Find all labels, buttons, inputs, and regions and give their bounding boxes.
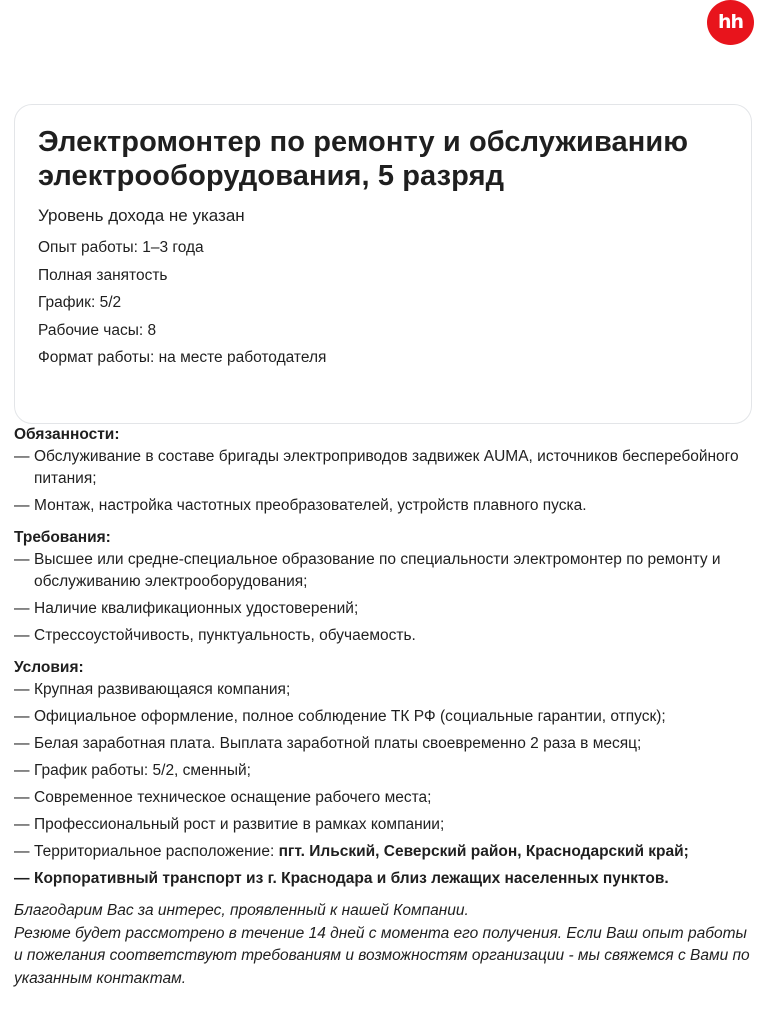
vacancy-title: Электромонтер по ремонту и обслуживанию электрооборудования, 5 разряд [38, 126, 689, 192]
experience: Опыт работы: 1–3 года [38, 239, 204, 256]
list-item: — Обслуживание в составе бригады электроприводов задвижек AUMA, источников бесперебойного питания; [14, 446, 756, 490]
location-value: пгт. Ильский, Северский район, Краснодарский край; [278, 843, 689, 860]
duties-list [14, 446, 756, 517]
vacancy-header-card [14, 104, 752, 424]
list-item-transport: — Корпоративный транспорт из г. Краснодара и близ лежащих населенных пунктов. [14, 868, 756, 890]
duties-section [14, 424, 756, 517]
closing-thanks: Благодарим Вас за интерес, проявленный к нашей Компании. [14, 902, 469, 919]
list-item: — Современное техническое оснащение рабочего места; [14, 787, 756, 809]
list-item: — Официальное оформление, полное соблюдение ТК РФ (социальные гарантии, отпуск); [14, 706, 756, 728]
hh-logo[interactable]: hh [707, 0, 754, 45]
conditions-list [14, 679, 756, 890]
salary-info: Уровень дохода не указан [38, 206, 245, 225]
duties-title: Обязанности: [14, 426, 120, 443]
conditions-section [14, 657, 756, 890]
schedule: График: 5/2 [38, 294, 122, 311]
list-item: — График работы: 5/2, сменный; [14, 760, 756, 782]
list-item: — Стрессоустойчивость, пунктуальность, обучаемость. [14, 625, 756, 647]
vacancy-meta [38, 234, 729, 372]
location-label: Территориальное расположение: [34, 843, 279, 860]
requirements-list [14, 549, 756, 647]
employment-type: Полная занятость [38, 266, 168, 284]
requirements-section [14, 527, 756, 647]
list-item-location [14, 841, 756, 863]
list-item: — Высшее или средне-специальное образование по специальности электромонтер по ремонту и обслуживанию электрооборудования; [14, 549, 756, 593]
closing-review-info: Резюме будет рассмотрено в течение 14 дней с момента его получения. Если Ваш опыт работы и пожелания соответствуют требованиям и возможностям организации - мы свяжемся с Вами по указанным контактам. [14, 924, 750, 987]
requirements-title: Требования: [14, 529, 111, 546]
vacancy-description [14, 424, 756, 990]
list-item: — Крупная развивающаяся компания; [14, 679, 756, 701]
conditions-title: Условия: [14, 659, 84, 676]
list-item: — Монтаж, настройка частотных преобразователей, устройств плавного пуска. [14, 495, 756, 517]
work-format: Формат работы: на месте работодателя [38, 349, 327, 366]
closing-note [14, 900, 756, 990]
list-item: — Профессиональный рост и развитие в рамках компании; [14, 814, 756, 836]
list-item: — Белая заработная плата. Выплата заработной платы своевременно 2 раза в месяц; [14, 733, 756, 755]
list-item: — Наличие квалификационных удостоверений; [14, 598, 756, 620]
working-hours: Рабочие часы: 8 [38, 321, 157, 339]
